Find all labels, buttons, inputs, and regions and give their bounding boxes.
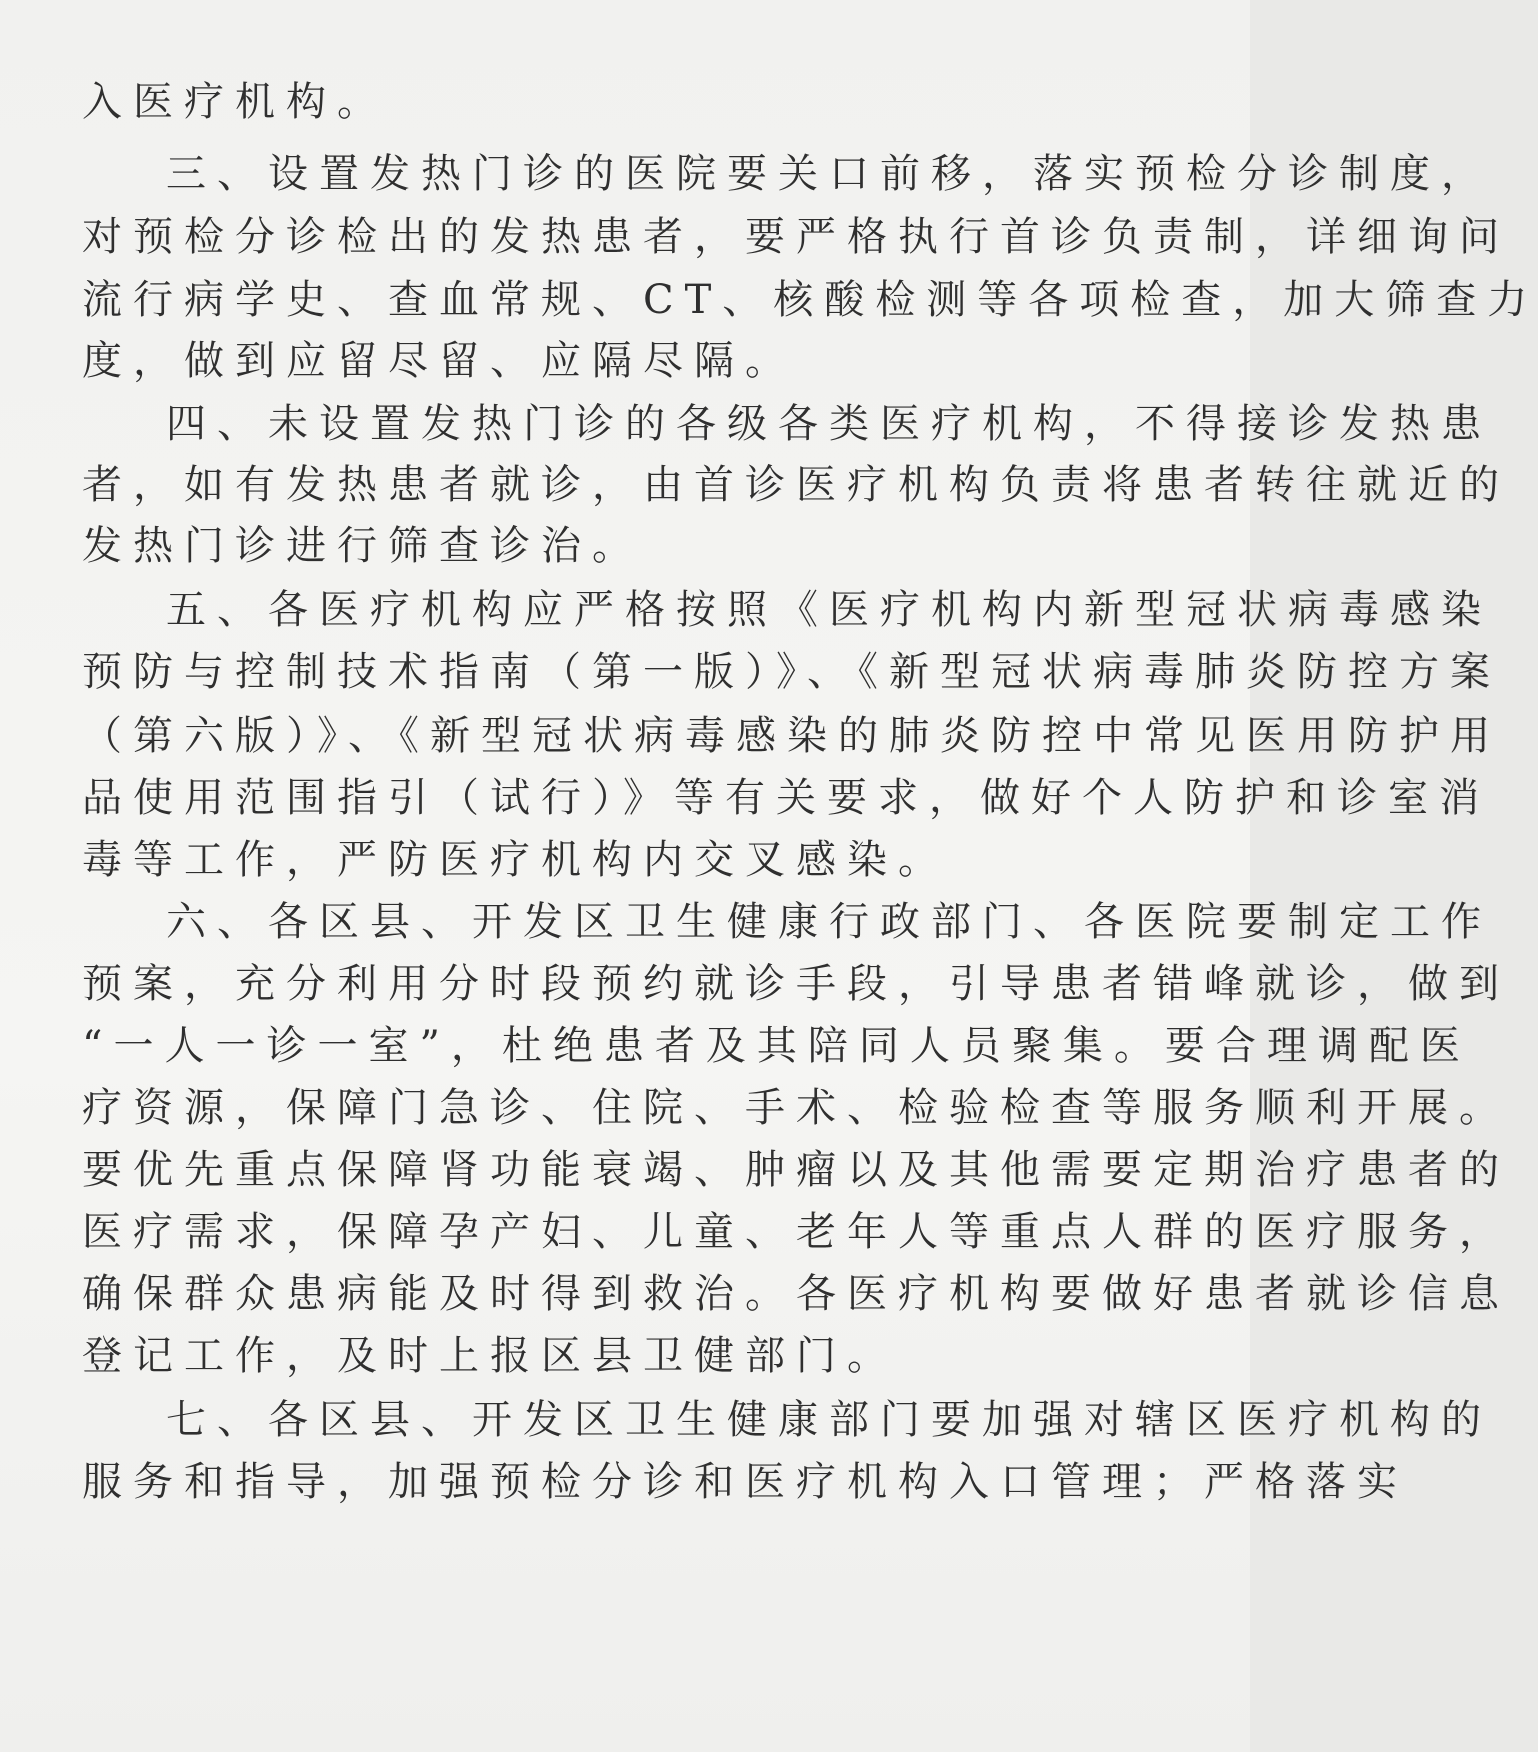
text-line: 毒等工作，严防医疗机构内交叉感染。 bbox=[82, 837, 949, 883]
text-line: 医疗需求，保障孕产妇、儿童、老年人等重点人群的医疗服务， bbox=[82, 1209, 1510, 1255]
text-line: 预防与控制技术指南（第一版）》、《新型冠状病毒肺炎防控方案 bbox=[82, 649, 1501, 695]
text-line: 确保群众患病能及时得到救治。各医疗机构要做好患者就诊信息 bbox=[82, 1271, 1510, 1317]
text-line: 发热门诊进行筛查诊治。 bbox=[82, 523, 643, 569]
text-line: 预案，充分利用分时段预约就诊手段，引导患者错峰就诊，做到 bbox=[82, 961, 1510, 1007]
text-line: 三、设置发热门诊的医院要关口前移，落实预检分诊制度， bbox=[166, 151, 1492, 197]
text-line: 度，做到应留尽留、应隔尽隔。 bbox=[82, 338, 796, 384]
text-line: 服务和指导，加强预检分诊和医疗机构入口管理；严格落实 bbox=[82, 1459, 1408, 1505]
text-line: 六、各区县、开发区卫生健康行政部门、各医院要制定工作 bbox=[166, 899, 1492, 945]
text-line: 登记工作，及时上报区县卫健部门。 bbox=[82, 1333, 898, 1379]
text-line: （第六版）》、《新型冠状病毒感染的肺炎防控中常见医用防护用 bbox=[82, 713, 1501, 759]
text-line: 者，如有发热患者就诊，由首诊医疗机构负责将患者转往就近的 bbox=[82, 462, 1510, 508]
text-line: 五、各医疗机构应严格按照《医疗机构内新型冠状病毒感染 bbox=[166, 587, 1492, 633]
text-line: 七、各区县、开发区卫生健康部门要加强对辖区医疗机构的 bbox=[166, 1397, 1492, 1443]
text-line: 疗资源，保障门急诊、住院、手术、检验检查等服务顺利开展。 bbox=[82, 1085, 1510, 1131]
text-line: 要优先重点保障肾功能衰竭、肿瘤以及其他需要定期治疗患者的 bbox=[82, 1147, 1510, 1193]
text-line: “一人一诊一室”，杜绝患者及其陪同人员聚集。要合理调配医 bbox=[82, 1023, 1471, 1069]
text-line: 四、未设置发热门诊的各级各类医疗机构，不得接诊发热患 bbox=[166, 401, 1492, 447]
text-line: 对预检分诊检出的发热患者，要严格执行首诊负责制，详细询问 bbox=[82, 214, 1510, 260]
text-line: 流行病学史、查血常规、CT、核酸检测等各项检查，加大筛查力 bbox=[82, 277, 1538, 323]
text-line: 品使用范围指引（试行）》等有关要求，做好个人防护和诊室消 bbox=[82, 775, 1490, 821]
text-line: 入医疗机构。 bbox=[82, 79, 388, 125]
